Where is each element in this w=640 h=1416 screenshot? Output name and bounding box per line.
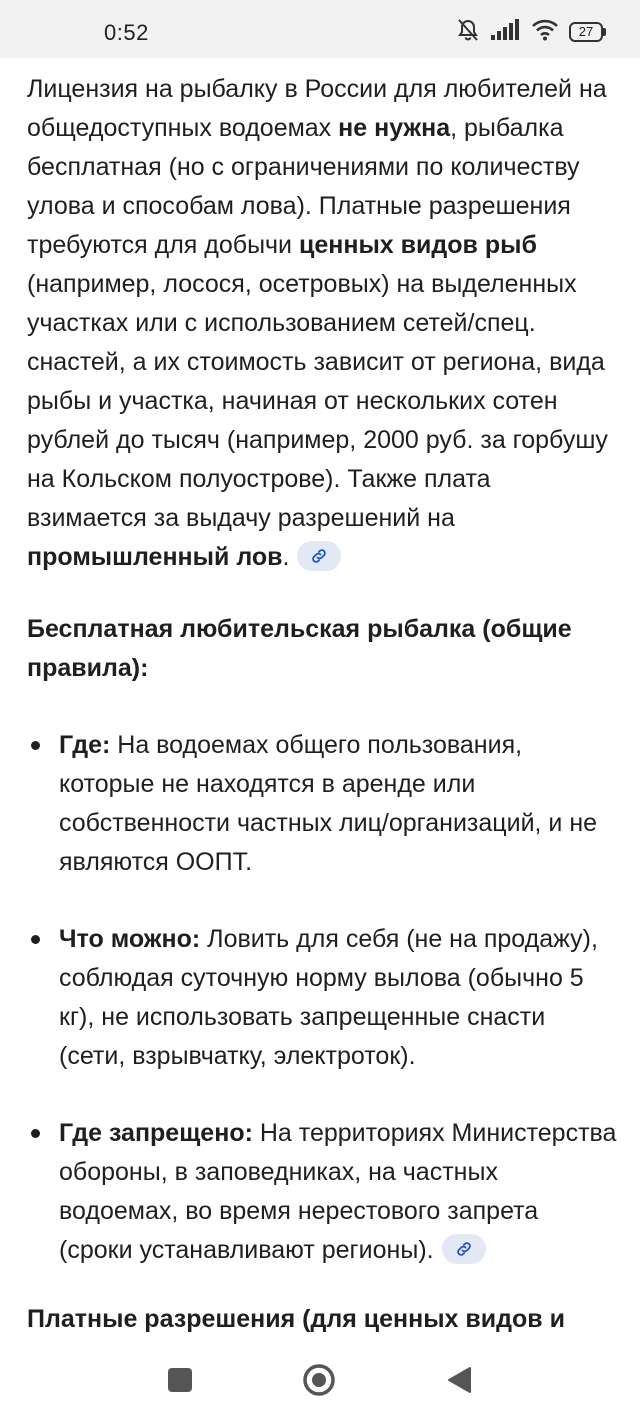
intro-bold-2: ценных видов рыб bbox=[298, 231, 537, 259]
bullet-icon bbox=[31, 935, 40, 944]
signal-icon bbox=[491, 19, 521, 46]
item-text: Ловить для себя (не на продажу), соблюдая суточную норму вылова (обычно 5 кг), не использовать запрещенные снасти (сети, взрывчатку, электроток). bbox=[59, 925, 598, 1070]
item-text: На территориях Министерства обороны, в заповедниках, на частных водоемах, во время нерестового запрета (сроки устанавливают регионы). bbox=[59, 1119, 617, 1264]
battery-level: 27 bbox=[569, 22, 603, 42]
free-fishing-list bbox=[27, 726, 617, 1270]
intro-text-1: Лицензия на рыбалку в России для любителей на общедоступных водоемах bbox=[27, 75, 607, 142]
source-link-button[interactable] bbox=[442, 1234, 486, 1264]
battery-icon bbox=[569, 22, 606, 42]
source-link-button[interactable] bbox=[297, 541, 341, 571]
list-item bbox=[27, 726, 617, 882]
item-label: Что можно: bbox=[59, 925, 201, 953]
home-button[interactable] bbox=[302, 1363, 336, 1397]
item-label: Где: bbox=[59, 731, 111, 759]
item-text: На водоемах общего пользования, которые не находятся в аренде или собственности частных лиц/организаций, и не являются ООПТ. bbox=[59, 731, 598, 876]
recents-button[interactable] bbox=[168, 1368, 192, 1392]
intro-bold-3: промышленный лов bbox=[27, 543, 283, 571]
list-item bbox=[27, 920, 617, 1076]
intro-text-2: , рыбалка бесплатная (но с ограничениями по количеству улова и способам лова). Платные разрешения требуются для добычи bbox=[27, 114, 580, 259]
link-icon bbox=[310, 547, 328, 565]
paid-permits-heading: Платные разрешения (для ценных видов и bbox=[27, 1305, 565, 1333]
bullet-icon bbox=[31, 741, 40, 750]
list-item bbox=[27, 1114, 617, 1270]
free-fishing-heading: Бесплатная любительская рыбалка (общие правила): bbox=[27, 615, 572, 682]
navigation-bar bbox=[0, 1360, 640, 1416]
link-icon bbox=[455, 1240, 473, 1258]
intro-text-3: (например, лосося, осетровых) на выделенных участках или с использованием сетей/спец. снастей, а их стоимость зависит от региона, вида рыбы и участка, начиная от нескольких сотен рублей до тысяч (например, 2000 руб. за горбушу на Кольском полуострове). Также плата взимается за выдачу разрешений на bbox=[27, 270, 608, 532]
intro-bold-1: не нужна bbox=[338, 114, 451, 142]
back-button[interactable] bbox=[446, 1366, 472, 1394]
bullet-icon bbox=[31, 1129, 40, 1138]
intro-paragraph bbox=[27, 70, 617, 577]
mute-icon bbox=[455, 17, 481, 48]
intro-text-4: . bbox=[282, 543, 290, 571]
answer-content bbox=[27, 70, 617, 1339]
status-bar bbox=[0, 0, 640, 58]
status-time: 0:52 bbox=[104, 20, 149, 45]
wifi-icon bbox=[531, 19, 559, 46]
item-label: Где запрещено: bbox=[59, 1119, 253, 1147]
status-icons bbox=[455, 18, 606, 46]
